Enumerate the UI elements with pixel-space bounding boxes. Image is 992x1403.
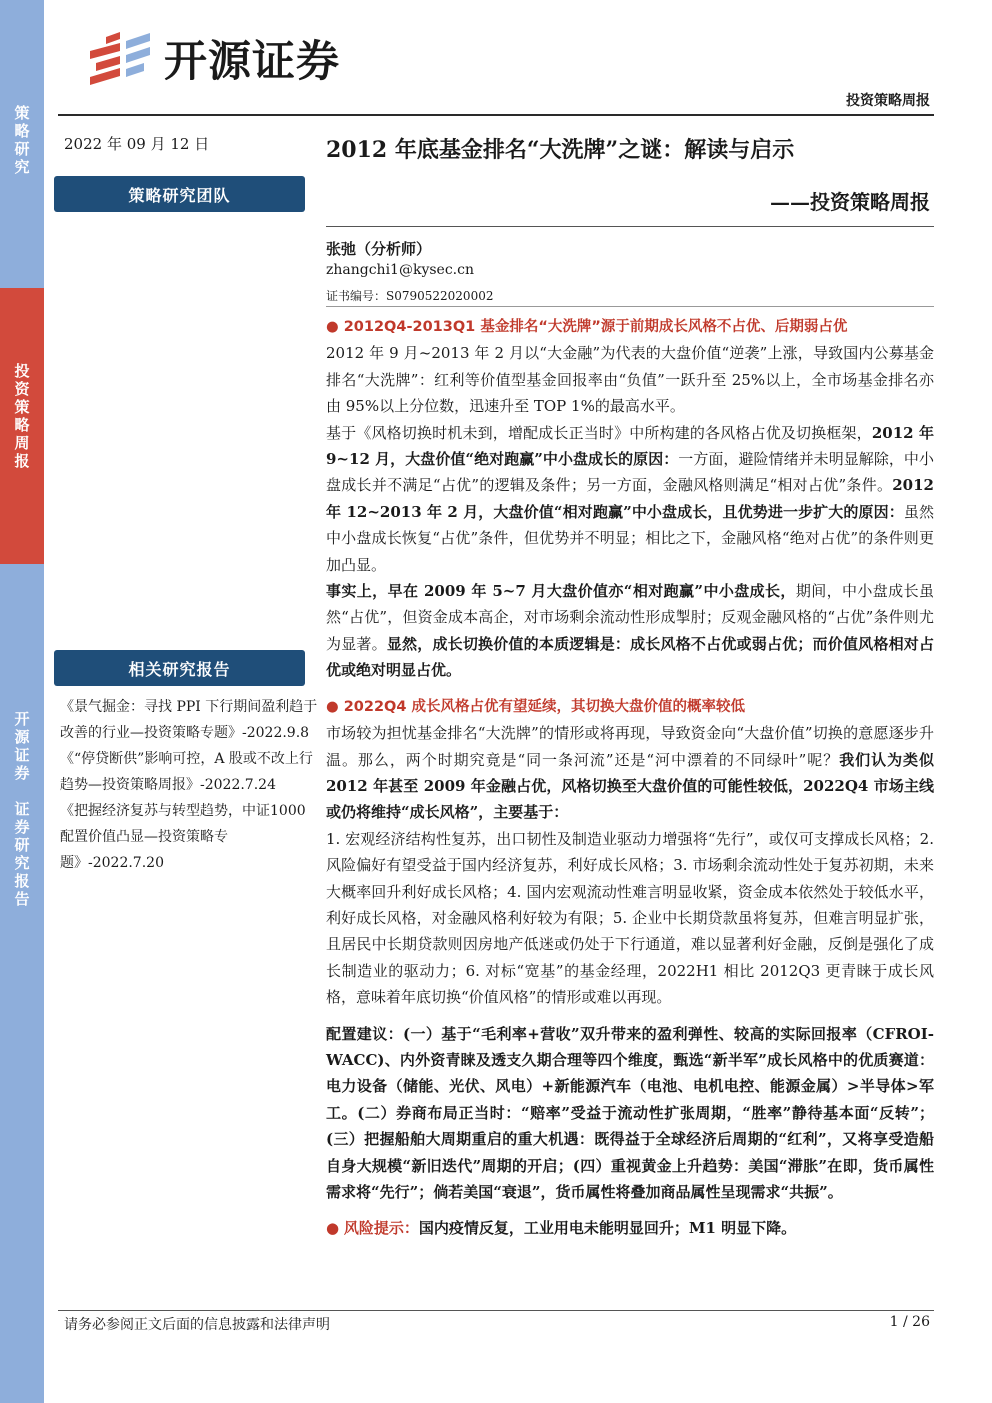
sidebar-char: 研 — [14, 836, 30, 854]
sidebar-char: 报 — [14, 452, 30, 470]
header-divider — [58, 114, 934, 116]
footer-divider — [58, 1310, 934, 1311]
title-divider — [326, 226, 934, 227]
sidebar — [0, 0, 44, 1403]
analyst-name: 张弛（分析师） — [326, 240, 432, 258]
report-subtitle: ——投资策略周报 — [770, 190, 930, 214]
logo-mark-icon — [86, 29, 156, 89]
sidebar-char: 究 — [14, 854, 30, 872]
sidebar-char: 开 — [14, 710, 30, 728]
team-banner: 策略研究团队 — [54, 176, 305, 212]
certificate-number: 证书编号：S0790522020002 — [326, 289, 494, 303]
allocation-advice: 配置建议：(一）基于“毛利率+营收”双升带来的盈利弹性、较高的实际回报率（CFROI-WACC)、内外资青睐及透支久期合理等四个维度，甄选“新半军”成长风格中的优质赛道：电力设备（储能、光伏、风电）+新能源汽车（电池、电机电控、能源金属）>半导体>军工。(二）券商布局正当时：“赔率”受益于流动性扩张周期，“胜率”静待基本面“反转”；(三）把握船舶大周期重启的重大机遇：既得益于全球经济后周期的“红利”，又将享受造船自身大规模“新旧迭代”周期的开启；(四）重视黄金上升趋势：美国“滞胀”在即，货币属性需求将“先行”；倘若美国“衰退”，货币属性将叠加商品属性呈现需求“共振”。 — [326, 1024, 934, 1201]
report-body — [326, 314, 934, 1242]
sidebar-char: 策 — [14, 104, 30, 122]
logo-text: 开源证券 — [164, 37, 340, 87]
bullet-icon: ● — [326, 698, 344, 715]
risk-warning: ● 风险提示：国内疫情反复，工业用电未能明显回升；M1 明显下降。 — [326, 1219, 797, 1238]
company-logo — [86, 28, 340, 89]
related-report-item[interactable]: 《景气掘金：寻找 PPI 下行期间盈利趋于改善的行业—投资策略专题》-2022.9.8 — [60, 699, 318, 741]
report-date: 2022 年 09 月 12 日 — [64, 135, 210, 153]
section-heading: ● 2022Q4 成长风格占优有望延续，其切换大盘价值的概率较低 — [326, 698, 746, 715]
paragraph: 市场较为担忧基金排名“大洗牌”的情形或将再现，导致资金向“大盘价值”切换的意愿逐步升温。那么，两个时期究竟是“同一条河流”还是“河中漂着的不同绿叶”呢？我们认为类似 2012 年甚至 2009 年金融占优，风格切换至大盘价值的可能性较低，2022Q4 市场主线或仍将维持“成长风格”，主要基于： — [326, 724, 934, 822]
sidebar-char: 究 — [14, 158, 30, 176]
sidebar-char: 研 — [14, 140, 30, 158]
footer-disclaimer: 请务必参阅正文后面的信息披露和法律声明 — [64, 1317, 330, 1333]
sidebar-char: 告 — [14, 890, 30, 908]
sidebar-section-strategy — [0, 0, 44, 288]
sidebar-char: 投 — [14, 362, 30, 380]
analyst-email[interactable]: zhangchi1@kysec.cn — [326, 262, 474, 278]
sidebar-char: 报 — [14, 872, 30, 890]
sidebar-char: 证 — [14, 800, 30, 818]
bullet-icon: ● — [326, 1219, 344, 1238]
sidebar-char: 略 — [14, 122, 30, 140]
page-number: 1 / 26 — [889, 1314, 930, 1330]
sidebar-char: 策 — [14, 398, 30, 416]
sidebar-section-research — [0, 564, 44, 1403]
paragraph: 1. 宏观经济结构性复苏，出口韧性及制造业驱动力增强将“先行”，或仅可支撑成长风格；2. 风险偏好有望受益于国内经济复苏，利好成长风格；3. 市场剩余流动性处于复苏初期，未来大概率回升利好成长风格；4. 国内宏观流动性难言明显收紧，资金成本依然处于较低水平，利好成长风格，对金融风格利好较为有限；5. 企业中长期贷款虽将复苏，但难言明显扩张，且居民中长期贷款则因房地产低迷或仍处于下行通道，难以显著利好金融，反倒是强化了成长制造业的驱动力；6. 对标“宽基”的基金经理，2022H1 相比 2012Q3 更青睐于成长风格，意味着年底切换“价值风格”的情形或难以再现。 — [326, 829, 934, 1007]
bullet-icon: ● — [326, 319, 344, 335]
paragraph: 2012 年 9 月~2013 年 2 月以“大金融”为代表的大盘价值“逆袭”上涨，导致国内公募基金排名“大洗牌”：红利等价值型基金回报率由“负值”一跃升至 25%以上，全市场基金排名亦由 95%以上分位数，迅速升至 TOP 1%的最高水平。 — [326, 344, 934, 416]
sidebar-char: 证 — [14, 746, 30, 764]
sidebar-section-weekly — [0, 288, 44, 564]
author-divider — [326, 306, 934, 307]
sidebar-char — [19, 782, 24, 800]
report-title: 2012 年底基金排名“大洗牌”之谜：解读与启示 — [326, 137, 795, 163]
sidebar-char: 券 — [14, 764, 30, 782]
report-type-tag: 投资策略周报 — [846, 93, 930, 109]
section-heading: ● 2012Q4-2013Q1 基金排名“大洗牌”源于前期成长风格不占优、后期弱占优 — [326, 319, 848, 335]
sidebar-char: 资 — [14, 380, 30, 398]
related-reports-banner: 相关研究报告 — [54, 650, 305, 686]
related-report-item[interactable]: 《“停贷断供”影响可控，A 股或不改上行趋势—投资策略周报》-2022.7.24 — [60, 751, 313, 793]
related-report-item[interactable]: 《把握经济复苏与转型趋势，中证1000 配置价值凸显—投资策略专题》-2022.7.20 — [60, 803, 306, 871]
sidebar-char: 券 — [14, 818, 30, 836]
related-reports-list — [60, 694, 318, 876]
paragraph: 事实上，早在 2009 年 5~7 月大盘价值亦“相对跑赢”中小盘成长，期间，中小盘成长虽然“占优”，但资金成本高企，对市场剩余流动性形成掣肘；反观金融风格的“占优”条件则尤为显著。显然，成长切换价值的本质逻辑是：成长风格不占优或弱占优；而价值风格相对占优或绝对明显占优。 — [326, 582, 934, 680]
sidebar-char: 略 — [14, 416, 30, 434]
paragraph: 基于《风格切换时机未到，增配成长正当时》中所构建的各风格占优及切换框架，2012 年 9~12 月，大盘价值“绝对跑赢”中小盘成长的原因：一方面，避险情绪并未明显解除，中小盘成长并不满足“占优”的逻辑及条件；另一方面，金融风格则满足“相对占优”条件。2012 年 12~2013 年 2 月，大盘价值“相对跑赢”中小盘成长，且优势进一步扩大的原因：虽然中小盘成长恢复“占优”条件，但优势并不明显；相比之下，金融风格“绝对占优”的条件则更加凸显。 — [326, 423, 934, 574]
sidebar-char: 周 — [14, 434, 30, 452]
sidebar-char: 源 — [14, 728, 30, 746]
